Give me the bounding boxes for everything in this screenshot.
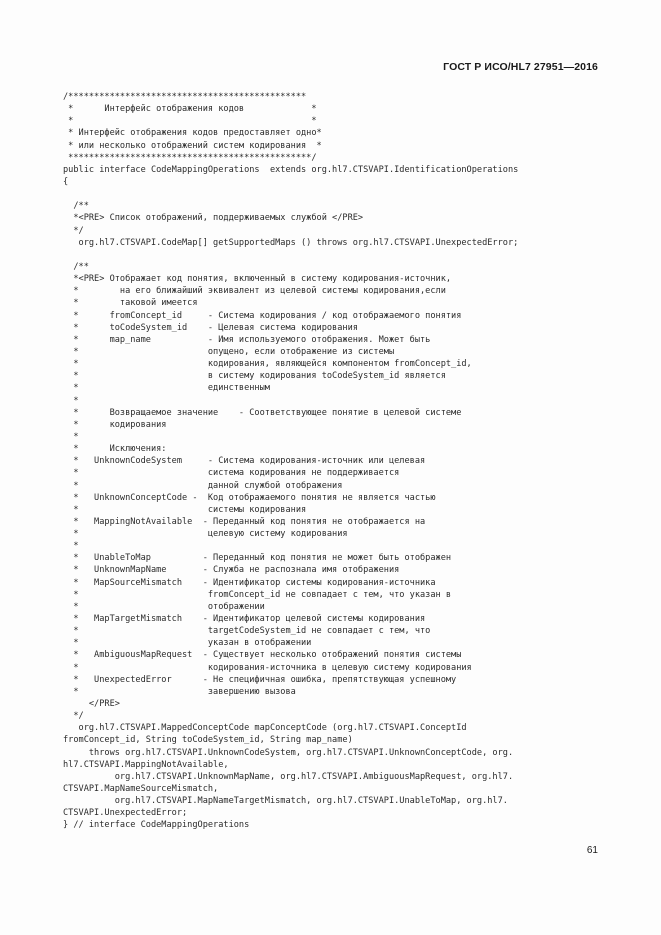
code-line: hl7.CTSVAPI.MappingNotAvailable, bbox=[63, 759, 229, 770]
code-line: /********************************************** bbox=[63, 92, 307, 102]
code-line: org.hl7.CTSVAPI.MappedConceptCode mapConceptCode (org.hl7.CTSVAPI.ConceptId bbox=[63, 723, 467, 734]
code-line: org.hl7.CTSVAPI.UnknownMapName, org.hl7.CTSVAPI.AmbiguousMapRequest, org.hl7. bbox=[63, 771, 514, 782]
standard-header: ГОСТ Р ИСО/HL7 27951—2016 bbox=[443, 61, 598, 73]
code-line: org.hl7.CTSVAPI.CodeMap[] getSupportedMaps () throws org.hl7.CTSVAPI.UnexpectedError; bbox=[63, 237, 519, 248]
code-line: * targetCodeSystem_id не совпадает с тем, что bbox=[63, 626, 431, 637]
code-line: * данной службой отображения bbox=[63, 480, 343, 491]
code-line: * целевую систему кодирования bbox=[63, 529, 348, 540]
code-line: * опущено, если отображение из системы bbox=[63, 346, 395, 357]
code-line: * AmbiguousMapRequest - Существует несколько отображений понятия системы bbox=[63, 650, 462, 661]
code-line: * fromConcept_id - Система кодирования / код отображаемого понятия bbox=[63, 310, 462, 321]
code-line: public interface CodeMappingOperations extends org.hl7.CTSVAPI.IdentificationOperations bbox=[63, 164, 519, 175]
code-line: * bbox=[63, 541, 79, 552]
code-line: CTSVAPI.UnexpectedError; bbox=[63, 808, 188, 819]
code-line: CTSVAPI.MapNameSourceMismatch, bbox=[63, 784, 219, 795]
code-line: * в систему кодирования toCodeSystem_id является bbox=[63, 371, 446, 382]
code-line: org.hl7.CTSVAPI.MapNameTargetMismatch, org.hl7.CTSVAPI.UnableToMap, org.hl7. bbox=[63, 796, 508, 807]
code-line: * таковой имеется bbox=[63, 298, 198, 309]
code-line: /** bbox=[63, 201, 89, 212]
code-line: * Интерфейс отображения кодов предоставляет одно* bbox=[63, 128, 322, 139]
code-line: * * bbox=[63, 116, 317, 127]
code-line: </PRE> bbox=[63, 699, 120, 710]
page-number: 61 bbox=[586, 845, 598, 856]
code-line: /** bbox=[63, 261, 89, 272]
code-line: * MappingNotAvailable - Переданный код понятия не отображается на bbox=[63, 516, 426, 527]
code-line: * bbox=[63, 431, 79, 442]
code-line: fromConcept_id, String toCodeSystem_id, String map_name) bbox=[63, 735, 353, 746]
code-line: * указан в отображении bbox=[63, 638, 312, 649]
code-line: */ bbox=[63, 711, 84, 722]
code-line: */ bbox=[63, 225, 84, 236]
code-listing bbox=[63, 91, 603, 832]
code-line: * UnableToMap - Переданный код понятия не может быть отображен bbox=[63, 553, 452, 564]
code-line: * Интерфейс отображения кодов * bbox=[63, 104, 317, 115]
code-line: * toCodeSystem_id - Целевая система кодирования bbox=[63, 322, 358, 333]
code-line: *<PRE> Отображает код понятия, включенный в систему кодирования-источник, bbox=[63, 274, 452, 285]
code-line: * отображении bbox=[63, 601, 265, 612]
code-line: * системы кодирования bbox=[63, 504, 307, 515]
code-line: * кодирования-источника в целевую систему кодирования bbox=[63, 662, 472, 673]
code-line: * UnknownConceptCode - Код отображаемого понятия не является частью bbox=[63, 492, 436, 503]
code-line: * UnknownMapName - Служба не распознала имя отображения bbox=[63, 565, 400, 576]
code-line: * MapSourceMismatch - Идентификатор системы кодирования-источника bbox=[63, 577, 436, 588]
code-line: *<PRE> Список отображений, поддерживаемых службой </PRE> bbox=[63, 213, 364, 224]
code-line: * или несколько отображений систем кодирования * bbox=[63, 140, 322, 151]
code-line: throws org.hl7.CTSVAPI.UnknownCodeSystem, org.hl7.CTSVAPI.UnknownConceptCode, org. bbox=[63, 747, 514, 758]
code-line: { bbox=[63, 176, 69, 187]
code-line: * единственным bbox=[63, 383, 270, 394]
code-line: * кодирования bbox=[63, 419, 167, 430]
code-line: * на его ближайший эквивалент из целевой системы кодирования,если bbox=[63, 286, 446, 297]
code-line: * bbox=[63, 395, 79, 406]
code-line: * система кодирования не поддерживается bbox=[63, 468, 400, 479]
code-line bbox=[63, 188, 603, 200]
code-line: * map_name - Имя используемого отображения. Может быть bbox=[63, 334, 431, 345]
code-line: } // interface CodeMappingOperations bbox=[63, 820, 250, 831]
code-line: * Возвращаемое значение - Соответствующее понятие в целевой системе bbox=[63, 407, 462, 418]
code-line: * MapTargetMismatch - Идентификатор целевой системы кодирования bbox=[63, 614, 426, 625]
code-line: * Исключения: bbox=[63, 444, 167, 455]
code-line: * fromConcept_id не совпадает с тем, что указан в bbox=[63, 589, 452, 600]
code-line: * завершению вызова bbox=[63, 686, 296, 697]
code-line: * UnexpectedError - Не специфичная ошибка, препятствующая успешному bbox=[63, 674, 457, 685]
code-line bbox=[63, 249, 603, 261]
code-line: ***********************************************/ bbox=[63, 152, 317, 163]
code-line: * UnknownCodeSystem - Система кодирования-источник или целевая bbox=[63, 456, 426, 467]
code-line: * кодирования, являющейся компонентом fromConcept_id, bbox=[63, 359, 472, 370]
